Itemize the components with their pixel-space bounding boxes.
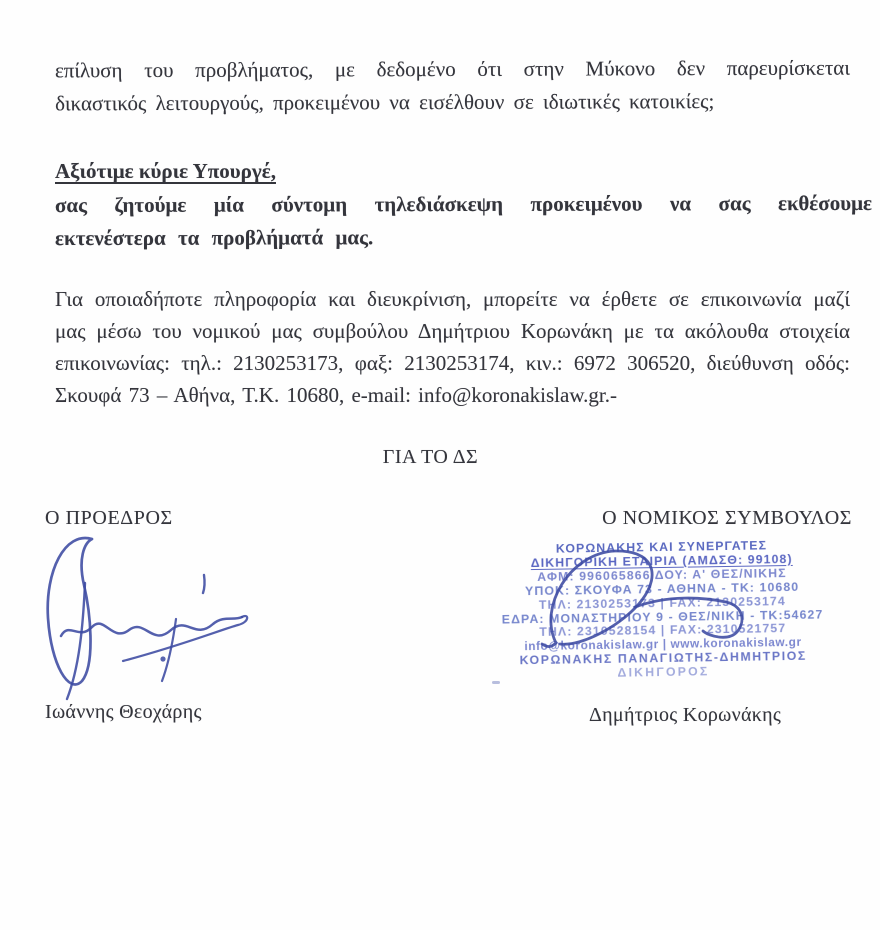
president-signature-icon [35,523,295,708]
for-the-board-heading: ΓΙΑ ΤΟ ΔΣ [382,446,479,468]
stamp-line: ΚΟΡΩΝΑΚΗΣ ΚΑΙ ΣΥΝΕΡΓΑΤΕΣ [555,538,768,556]
paragraph-line: μας μέσω του νομικού μας συμβούλου Δημήτριου Κορωνάκη με τα ακόλουθα στοιχεία [55,319,850,343]
paragraph-line: σας ζητούμε μία σύντομη τηλεδιάσκεψη προκειμένου να σας εκθέσουμε [54,190,872,218]
stamp-line: info@koronakislaw.gr | www.koronakislaw.gr [524,635,802,654]
paragraph-line: Σκουφά 73 – Αθήνα, Τ.Κ. 10680, e-mail: info@koronakislaw.gr.- [55,383,617,407]
stamp-line: ΥΠΟΚ: ΣΚΟΥΦΑ 73 - ΑΘΗΝΑ - ΤΚ: 10680 [524,579,800,598]
request-paragraph [55,187,872,255]
paragraph-line: επικοινωνίας: τηλ.: 2130253173, φαξ: 2130253174, κιν.: 6972 306520, διεύθυνση οδός: [55,351,850,375]
contact-paragraph [55,283,850,411]
paragraph-line: Για οποιαδήποτε πληροφορία και διευκρίνιση, μπορείτε να έρθετε σε επικοινωνία μαζί [55,287,850,311]
president-name: Ιωάννης Θεοχάρης [45,701,202,723]
president-role-label: Ο ΠΡΟΕΔΡΟΣ [45,507,173,529]
stamp-line: ΔΙΚΗΓΟΡΙΚΗ ΕΤΑΙΡΙΑ (ΑΜΔΣΘ: 99108) [530,551,793,570]
paragraph-line: δικαστικός λειτουργούς, προκειμένου να εισέλθουν σε ιδιωτικές κατοικίες; [55,89,715,116]
stamp-line: ΤΗΛ: 2310528154 | FAX: 2310521757 [539,621,787,640]
counsel-signature-icon [540,545,760,655]
scan-smudge [492,681,500,684]
paragraph-line: επίλυση του προβλήματος, με δεδομένο ότι στην Μύκονο δεν παρευρίσκεται [54,55,850,83]
salutation-heading: Αξιότιμε κύριε Υπουργέ, [55,159,276,183]
paragraph-line: εκτενέστερα τα προβλήματά μας. [55,225,374,251]
legal-counsel-role-label: Ο ΝΟΜΙΚΟΣ ΣΥΜΒΟΥΛΟΣ [602,507,852,529]
signature-zone [45,535,850,930]
stamp-line: ΚΟΡΩΝΑΚΗΣ ΠΑΝΑΓΙΩΤΗΣ-ΔΗΜΗΤΡΙΟΣ [519,648,807,668]
counsel-name: Δημήτριος Κορωνάκης [589,704,782,726]
paragraph-continuation [55,52,850,121]
stamp-line: ΤΗΛ: 2130253173 | FAX: 2130253174 [538,593,786,612]
stamp-line: ΑΦΜ: 996065866 ΔΟΥ: Α' ΘΕΣ/ΝΙΚΗΣ [537,565,787,584]
stamp-line: ΕΔΡΑ: ΜΟΝΑΣΤΗΡΙΟΥ 9 - ΘΕΣ/ΝΙΚΗ - ΤΚ:54627 [501,607,824,627]
stamp-line: ΔΙΚΗΓΟΡΟΣ [617,664,710,680]
